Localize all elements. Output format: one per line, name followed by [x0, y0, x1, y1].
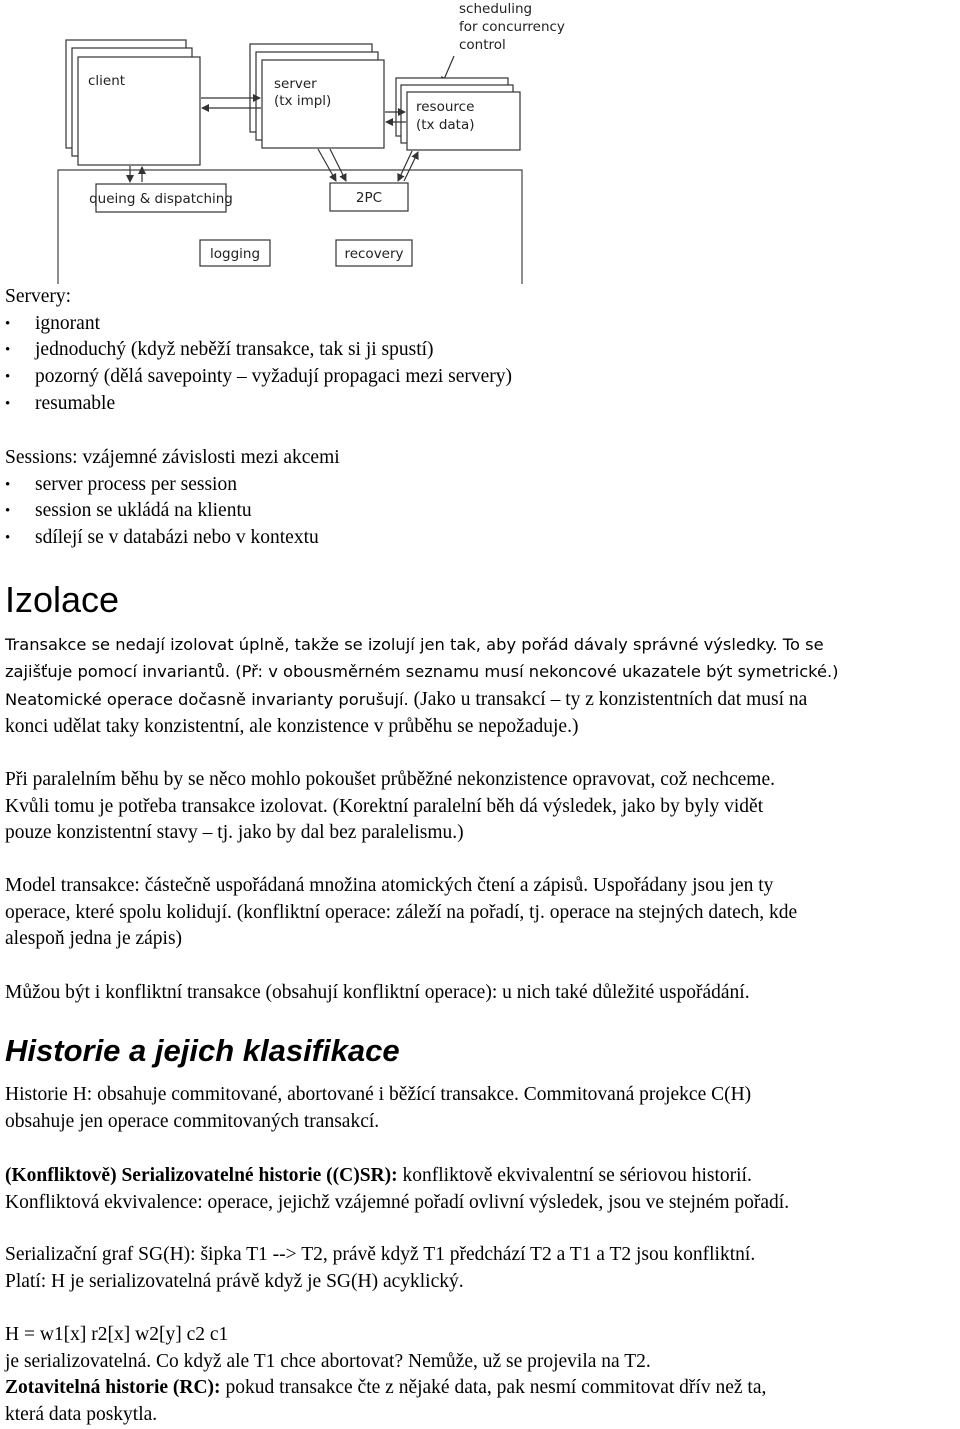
recovery-label: recovery [344, 246, 404, 262]
paragraph-line: Serializační graf SG(H): šipka T1 --> T2, právě když T1 předchází T2 a T1 a T2 jsou konfliktní. [5, 1244, 756, 1265]
izolace-paragraph-3 [5, 873, 797, 953]
annotation-line: for concurrency [459, 19, 565, 35]
paragraph-segment: konfliktově ekvivalentní se sériovou historií. [397, 1165, 752, 1186]
queueing-label: queing & dispatching [89, 191, 233, 207]
annotation-line: scheduling [459, 1, 533, 17]
paragraph-line [5, 1163, 789, 1190]
paragraph-segment: pokud transakce čte z nějaké data, pak nesmí commitovat dřív než ta, [220, 1377, 767, 1398]
resource-label: resource [416, 99, 475, 115]
paragraph-line: Transakce se nedají izolovat úplně, takže se izolují jen tak, aby pořád dávaly správné výsledky. To se [5, 635, 824, 654]
historie-paragraph-1 [5, 1082, 751, 1135]
paragraph-line: Model transakce: částečně uspořádaná množina atomických čtení a zápisů. Uspořádany jsou jen ty [5, 875, 774, 896]
list-item: • pozorný (dělá savepointy – vyžadují propagaci mezi servery) [5, 364, 512, 391]
paragraph-line: Při paralelním běhu by se něco mohlo pokoušet průběžné nekonzistence opravovat, což nechceme. [5, 769, 775, 790]
paragraph-segment: (Jako u transakcí – ty z konzistentních dat musí na [408, 688, 808, 710]
paragraph-line: pouze konzistentní stavy – tj. jako by dal bez paralelismu.) [5, 822, 464, 844]
annotation-label [459, 1, 565, 53]
paragraph-line: alespoň jedna je zápis) [5, 928, 183, 950]
historie-heading: Historie a jejich klasifikace [5, 1033, 400, 1068]
paragraph-line: která data poskytla. [5, 1403, 158, 1425]
paragraph-line: Můžou být i konfliktní transakce (obsahují konfliktní operace): u nich také důležité uspořádání. [5, 982, 750, 1003]
izolace-paragraph-2 [5, 767, 775, 847]
paragraph-line: operace, které spolu kolidují. (konfliktní operace: záleží na pořadí, tj. operace na stejných datech, kde [5, 901, 798, 923]
list-item: • jednoduchý (když neběží transakce, tak si ji spustí) [5, 337, 512, 364]
izolace-paragraph-4 [5, 980, 750, 1007]
paragraph-segment: Neatomické operace dočasně invarianty porušují. [5, 689, 409, 709]
definition-term: Zotavitelná historie (RC): [5, 1377, 221, 1398]
list-item: • server process per session [5, 472, 340, 499]
resource-sublabel: (tx data) [416, 117, 475, 133]
client-box [66, 40, 200, 165]
twopc-label: 2PC [355, 190, 383, 206]
paragraph-line [5, 686, 839, 713]
definition-term: (Konfliktově) Serializovatelné historie ((C)SR): [5, 1165, 398, 1186]
server-sublabel: (tx impl) [274, 93, 332, 109]
paragraph-line: konci udělat taky konzistentní, ale konzistence v průběhu se nepožaduje.) [5, 715, 579, 737]
section-title: Sessions: vzájemné závislosti mezi akcemi [5, 447, 340, 468]
section-title: Servery: [5, 286, 72, 307]
historie-paragraph-4 [5, 1322, 766, 1428]
paragraph-line: Kvůli tomu je potřeba transakce izolovat. (Korektní paralelní běh dá výsledek, jako by byly vidět [5, 795, 764, 817]
logging-label: logging [209, 246, 261, 262]
server-label: server [274, 76, 317, 92]
paragraph-line: je serializovatelná. Co když ale T1 chce abortovat? Nemůže, už se projevila na T2. [5, 1350, 651, 1372]
izolace-heading: Izolace [5, 579, 120, 620]
list-item: • sdílejí se v databázi nebo v kontextu [5, 525, 340, 552]
paragraph-line: Platí: H je serializovatelná právě když je SG(H) acyklický. [5, 1270, 464, 1292]
list-item: • resumable [5, 391, 512, 418]
annotation-line: control [459, 37, 506, 53]
sessions-section [5, 445, 340, 552]
paragraph-line: zajišťuje pomocí invariantů. (Př: v obousměrném seznamu musí nekoncové ukazatele být symetrické.) [5, 662, 839, 682]
historie-paragraph-3 [5, 1242, 755, 1295]
list-item: • ignorant [5, 311, 512, 338]
paragraph-line [5, 1375, 766, 1402]
list-item: • session se ukládá na klientu [5, 498, 340, 525]
paragraph-line: Historie H: obsahuje commitované, abortované i běžící transakce. Commitovaná projekce C(H) [5, 1084, 752, 1105]
client-label: client [88, 73, 126, 89]
paragraph-line: obsahuje jen operace commitovaných transakcí. [5, 1110, 380, 1132]
servery-section [5, 284, 512, 417]
architecture-diagram [0, 0, 960, 284]
izolace-paragraph-1 [5, 631, 839, 740]
paragraph-line: Konfliktová ekvivalence: operace, jejichž vzájemné pořadí ovlivní výsledek, jsou ve stejném pořadí. [5, 1191, 790, 1213]
historie-paragraph-2 [5, 1163, 789, 1216]
paragraph-line: H = w1[x] r2[x] w2[y] c2 c1 [5, 1324, 229, 1345]
